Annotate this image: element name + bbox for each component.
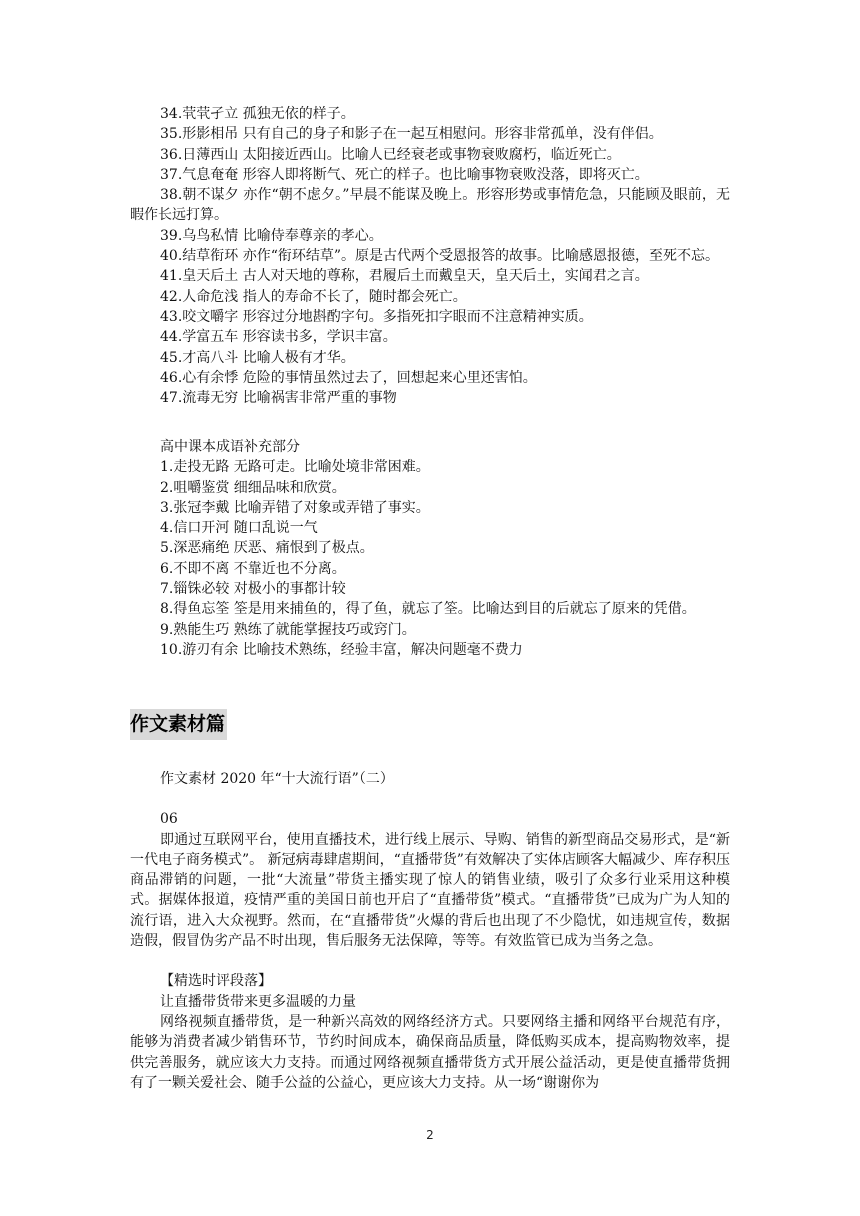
supplement-item: 9.熟能生巧 熟练了就能掌握技巧或窍门。 xyxy=(160,621,416,638)
essay-title: 作文素材 2020 年“十大流行语”（二） xyxy=(160,771,394,787)
idiom-item: 35.形影相吊 只有自己的身子和影子在一起互相慰问。形容非常孤单，没有伴侣。 xyxy=(160,126,663,143)
supplement-item: 3.张冠李戴 比喻弄错了对象或弄错了事实。 xyxy=(160,499,430,516)
idiom-item: 45.才高八斗 比喻人极有才华。 xyxy=(160,349,355,366)
supplement-title: 高中课本成语补充部分 xyxy=(160,439,300,455)
idiom-item: 41.皇天后土 古人对天地的尊称，君履后土而戴皇天，皇天后土，实闻君之言。 xyxy=(160,268,649,285)
supplement-item: 2.咀嚼鉴赏 细细品味和欣赏。 xyxy=(160,479,346,496)
idiom-item: 39.乌鸟私情 比喻侍奉尊亲的孝心。 xyxy=(160,227,383,244)
idiom-item: 34.茕茕孑立 孤独无依的样子。 xyxy=(160,106,355,122)
page-number: 2 xyxy=(426,1128,434,1142)
idiom-item: 38.朝不谋夕 亦作“朝不虑夕。”早晨不能谋及晚上。形容形势或事情危急，只能顾及眼前，无暇作长远打算。 xyxy=(130,187,730,224)
comment-paragraph: 网络视频直播带货，是一种新兴高效的网络经济方式。只要网络主播和网络平台规范有序，能够为消费者减少销售环节，节约时间成本，确保商品质量，降低购买成本，提高购物效率，提供完善服务，就应该大力支持。而通过网络视频直播带货方式开展公益活动，更是使直播带货拥有了一颗关爱社会、随手公益的公益心，更应该大力支持。从一场“谢谢你为 xyxy=(130,1013,730,1091)
idiom-item: 36.日薄西山 太阳接近西山。比喻人已经衰老或事物衰败腐朽，临近死亡。 xyxy=(160,146,621,163)
comment-title: 让直播带货带来更多温暖的力量 xyxy=(160,993,356,1010)
section-heading: 作文素材篇 xyxy=(130,709,227,740)
essay-section xyxy=(130,769,730,1093)
idiom-item: 40.结草衔环 亦作“衔环结草”。原是古代两个受恩报答的故事。比喻感恩报德，至死不忘。 xyxy=(160,248,720,265)
supplement-section xyxy=(130,437,730,660)
idiom-item: 37.气息奄奄 形容人即将断气、死亡的样子。也比喻事物衰败没落，即将灭亡。 xyxy=(160,166,649,183)
supplement-item: 4.信口开河 随口乱说一气 xyxy=(160,520,318,537)
idiom-item: 44.学富五车 形容读书多，学识丰富。 xyxy=(160,329,397,346)
supplement-item: 1.走投无路 无路可走。比喻处境非常困难。 xyxy=(160,459,430,476)
supplement-item: 7.锱铢必较 对极小的事都计较 xyxy=(160,581,346,598)
supplement-item: 6.不即不离 不靠近也不分离。 xyxy=(160,560,346,577)
comment-label: 【精选时评段落】 xyxy=(160,973,272,990)
idiom-item: 43.咬文嚼字 形容过分地斟酌字句。多指死扣字眼而不注意精神实质。 xyxy=(160,308,593,325)
essay-number: 06 xyxy=(160,811,178,828)
essay-paragraph: 即通过互联网平台，使用直播技术，进行线上展示、导购、销售的新型商品交易形式，是“新一代电子商务模式”。 新冠病毒肆虐期间，“直播带货”有效解决了实体店顾客大幅减少、库存积压商品滞销的问题，一批“大流量”带货主播实现了惊人的销售业绩，吸引了众多行业采用这种模式。据媒体报道，疫情严重的美国日前也开启了“直播带货”模式。“直播带货”已成为广为人知的流行语，进入大众视野。然而，在“直播带货”火爆的背后也出现了不少隐忧，如违规宣传，数据造假，假冒伪劣产品不时出现，售后服务无法保障，等等。有效监管已成为当务之急。 xyxy=(130,831,730,950)
idiom-list xyxy=(130,104,730,408)
idiom-item: 46.心有余悸 危险的事情虽然过去了，回想起来心里还害怕。 xyxy=(160,369,537,386)
supplement-item: 10.游刃有余 比喻技术熟练，经验丰富，解决问题毫不费力 xyxy=(160,641,523,658)
supplement-item: 8.得鱼忘筌 筌是用来捕鱼的，得了鱼，就忘了筌。比喻达到目的后就忘了原来的凭借。 xyxy=(160,601,696,618)
supplement-item: 5.深恶痛绝 厌恶、痛恨到了极点。 xyxy=(160,540,374,557)
idiom-item: 47.流毒无穷 比喻祸害非常严重的事物 xyxy=(160,390,397,407)
idiom-item: 42.人命危浅 指人的寿命不长了，随时都会死亡。 xyxy=(160,288,467,305)
